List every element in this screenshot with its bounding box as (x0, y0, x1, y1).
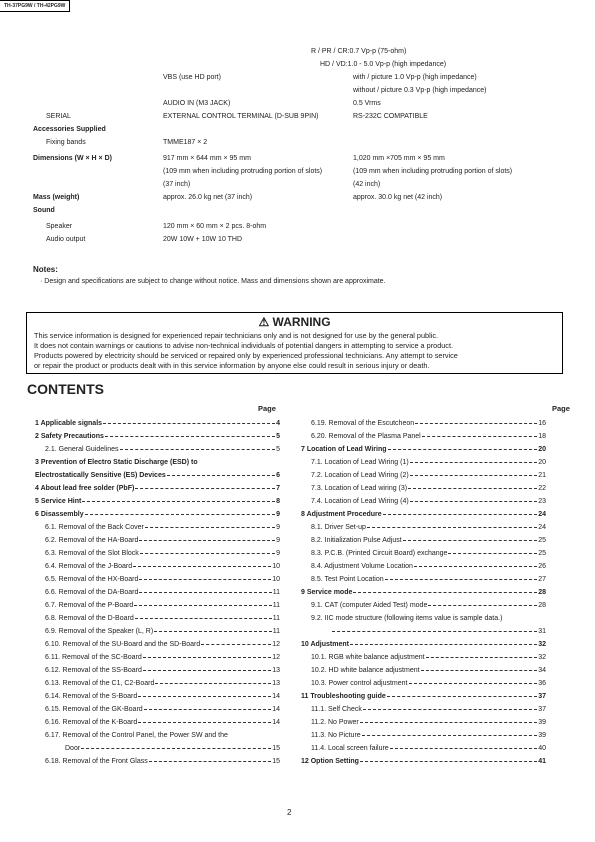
warning-line: This service information is designed for experienced repair technicians only and is not designed for use by the general public. (34, 331, 438, 340)
toc-item-page: 34 (538, 666, 546, 674)
toc-item[interactable] (301, 717, 546, 727)
toc-leader (388, 448, 538, 450)
toc-item-label: 6.2. Removal of the HA-Board (45, 536, 139, 544)
toc-item-page: 24 (538, 523, 546, 531)
toc-item[interactable] (35, 496, 280, 506)
toc-item[interactable] (35, 626, 280, 636)
toc-item[interactable] (301, 626, 546, 636)
toc-leader (133, 565, 271, 567)
spec-cell: without / picture 0.3 Vp-p (high impedance) (353, 87, 487, 94)
toc-leader (410, 500, 538, 502)
spec-cell: Fixing bands (46, 139, 86, 146)
toc-item[interactable] (301, 574, 546, 584)
toc-item[interactable] (301, 587, 546, 597)
toc-item-label: 6.9. Removal of the Speaker (L, R) (45, 627, 154, 635)
toc-item-label: 1 Applicable signals (35, 419, 103, 427)
toc-leader (408, 487, 537, 489)
toc-item-page: 6 (276, 471, 280, 479)
spec-cell: (109 mm when including protruding portion of slots) (353, 168, 513, 175)
toc-item-label: 8.3. P.C.B. (Printed Circuit Board) exchange (311, 549, 448, 557)
toc-item-page: 10 (272, 562, 280, 570)
toc-item-label: 6.16. Removal of the K-Board (45, 718, 138, 726)
toc-item[interactable] (35, 522, 280, 532)
toc-leader (167, 474, 275, 476)
spec-cell: EXTERNAL CONTROL TERMINAL (D-SUB 9PIN) (163, 113, 319, 120)
toc-item[interactable] (35, 457, 280, 467)
toc-leader (120, 448, 276, 450)
toc-leader (149, 760, 271, 762)
notes-title: Notes: (33, 265, 58, 274)
toc-item-label: 6.3. Removal of the Slot Block (45, 549, 139, 557)
toc-item[interactable] (301, 535, 546, 545)
spec-cell: Speaker (46, 223, 73, 230)
toc-leader (387, 695, 537, 697)
toc-item-label: 11.1. Self Check (311, 705, 362, 713)
toc-leader (81, 747, 271, 749)
toc-item[interactable] (301, 470, 546, 480)
toc-item[interactable] (301, 691, 546, 701)
toc-item-page: 11 (272, 627, 280, 635)
toc-item-label: 4 About lead free solder (PbF) (35, 484, 135, 492)
toc-item-page: 8 (276, 497, 280, 505)
toc-leader (138, 695, 271, 697)
toc-item-label: 8.1. Driver Set-up (311, 523, 366, 531)
toc-item[interactable] (301, 678, 546, 688)
toc-item-label: 6.17. Removal of the Control Panel, the Power SW and the (45, 731, 228, 739)
toc-item-label: 7 Location of Lead Wiring (301, 445, 387, 453)
toc-item-label: 10.1. RGB white balance adjustment (311, 653, 425, 661)
toc-item-label: 6.20. Removal of the Plasma Panel (311, 432, 421, 440)
toc-item-page: 28 (538, 588, 546, 596)
toc-item-page: 41 (538, 757, 546, 765)
spec-cell: SERIAL (46, 113, 71, 120)
toc-item-label: 8.4. Adjustment Volume Location (311, 562, 413, 570)
toc-item-page: 14 (272, 705, 280, 713)
model-header: TH-37PG9W / TH-42PG9W (0, 0, 70, 12)
toc-leader (145, 526, 275, 528)
toc-item[interactable] (35, 678, 280, 688)
spec-cell: approx. 26.0 kg net (37 inch) (163, 194, 253, 201)
toc-item[interactable] (301, 756, 546, 766)
toc-item-label: 12 Option Setting (301, 757, 359, 765)
toc-item-label: 7.1. Location of Lead Wiring (1) (311, 458, 409, 466)
toc-item-label: 6.7. Removal of the P-Board (45, 601, 134, 609)
toc-item-label: 6.6. Removal of the DA-Board (45, 588, 139, 596)
toc-item-label: 9 Service mode (301, 588, 353, 596)
spec-cell: 20W 10W + 10W 10 THD (163, 236, 243, 243)
toc-item[interactable] (301, 444, 546, 454)
toc-item-page: 40 (538, 744, 546, 752)
toc-item-page: 15 (272, 744, 280, 752)
toc-item-label: 11.3. No Picture (311, 731, 361, 739)
toc-item[interactable] (301, 665, 546, 675)
toc-item-page: 25 (538, 549, 546, 557)
toc-item[interactable] (35, 652, 280, 662)
warning-title: ⚠ WARNING (258, 315, 331, 329)
toc-item-page: 11 (272, 614, 280, 622)
toc-item-page: 27 (538, 575, 546, 583)
toc-leader (332, 630, 537, 632)
toc-item[interactable] (301, 639, 546, 649)
toc-item-page: 32 (538, 653, 546, 661)
toc-item-page: 20 (538, 458, 546, 466)
toc-item-label: 11.4. Local screen failure (311, 744, 389, 752)
toc-item-label: 9.1. CAT (computer Aided Test) mode (311, 601, 428, 609)
toc-item-page: 28 (538, 601, 546, 609)
toc-item[interactable] (301, 730, 546, 740)
spec-cell: VBS (use HD port) (163, 74, 221, 81)
toc-item-page: 37 (538, 705, 546, 713)
toc-item-page: 12 (272, 653, 280, 661)
toc-item-page: 5 (276, 445, 280, 453)
toc-item-page: 39 (538, 718, 546, 726)
toc-item-label: 6.1. Removal of the Back Cover (45, 523, 144, 531)
spec-cell: 1,020 mm ×705 mm × 95 mm (353, 155, 445, 162)
toc-item[interactable] (35, 600, 280, 610)
spec-cell: (42 inch) (353, 181, 381, 188)
toc-leader (82, 500, 275, 502)
toc-item[interactable] (35, 639, 280, 649)
toc-item[interactable] (35, 613, 280, 623)
toc-item-label: 6.14. Removal of the S-Board (45, 692, 138, 700)
spec-cell: R / PR / CR:0.7 Vp-p (75-ohm) (311, 48, 407, 55)
toc-item[interactable] (35, 730, 280, 740)
toc-item-label: 6.10. Removal of the SU-Board and the SD-Board (45, 640, 201, 648)
toc-item-page: 14 (272, 718, 280, 726)
toc-leader (103, 422, 275, 424)
warning-text (34, 331, 558, 371)
toc-leader (135, 617, 272, 619)
toc-leader (403, 539, 538, 541)
toc-leader (138, 721, 271, 723)
spec-cell: Accessories Supplied (33, 126, 106, 133)
toc-leader (421, 669, 538, 671)
toc-item-label: 3 Prevention of Electro Static Discharge (ESD) to (35, 458, 198, 466)
toc-item-page: 39 (538, 731, 546, 739)
toc-item[interactable] (35, 535, 280, 545)
toc-item-page: 18 (538, 432, 546, 440)
toc-item-page: 15 (272, 757, 280, 765)
toc-item-label: 9.2. IIC mode structure (following items value is sample data.) (311, 614, 503, 622)
toc-item-label: 11 Troubleshooting guide (301, 692, 386, 700)
warning-line: Products powered by electricity should be serviced or repaired only by experienced professional technicians. Any attempt to service (34, 351, 458, 360)
toc-item-label: 2 Safety Precautions (35, 432, 104, 440)
toc-item[interactable] (35, 691, 280, 701)
toc-item-label: 6.4. Removal of the J-Board (45, 562, 133, 570)
toc-leader (362, 734, 538, 736)
toc-item[interactable] (35, 483, 280, 493)
toc-item-page: 9 (276, 549, 280, 557)
page-number: 2 (287, 808, 292, 817)
toc-item-page: 22 (538, 484, 546, 492)
toc-leader (85, 513, 275, 515)
toc-item-page: 31 (538, 627, 546, 635)
toc-leader (385, 578, 538, 580)
toc-item-page: 14 (272, 692, 280, 700)
toc-leader (135, 487, 275, 489)
toc-item-label: 6.5. Removal of the HX-Board (45, 575, 139, 583)
toc-item-page: 7 (276, 484, 280, 492)
toc-leader (414, 565, 537, 567)
toc-item[interactable] (301, 600, 546, 610)
toc-leader (363, 708, 537, 710)
toc-leader (143, 669, 271, 671)
toc-item-page: 13 (272, 679, 280, 687)
toc-item-page: 20 (538, 445, 546, 453)
spec-cell: Audio output (46, 236, 86, 243)
toc-leader (360, 721, 537, 723)
warning-line: or repair the product or products dealt with in this service information by anyone else could result in serious injury or death. (34, 361, 430, 370)
toc-item[interactable] (301, 522, 546, 532)
page-column-label-left: Page (258, 404, 276, 413)
toc-item-page: 25 (538, 536, 546, 544)
toc-item-page: 11 (272, 588, 280, 596)
toc-item[interactable] (35, 587, 280, 597)
toc-item-label: 6.18. Removal of the Front Glass (45, 757, 148, 765)
spec-cell: approx. 30.0 kg net (42 inch) (353, 194, 443, 201)
toc-item-label: 10.3. Power control adjustment (311, 679, 408, 687)
toc-item-page: 21 (538, 471, 546, 479)
toc-item-label: 8.5. Test Point Location (311, 575, 384, 583)
toc-item-label: 10.2. HD white balance adjustment (311, 666, 420, 674)
toc-item-page: 11 (272, 601, 280, 609)
toc-item-label: 7.2. Location of Lead Wiring (2) (311, 471, 409, 479)
spec-cell: 0.5 Vrms (353, 100, 381, 107)
toc-leader (390, 747, 538, 749)
toc-item[interactable] (35, 743, 280, 753)
toc-item-page: 16 (538, 419, 546, 427)
toc-leader (139, 539, 275, 541)
toc-leader (383, 513, 538, 515)
toc-item[interactable] (35, 704, 280, 714)
toc-item-page: 12 (272, 640, 280, 648)
toc-item-label: 11.2. No Power (311, 718, 359, 726)
toc-item-label: 5 Service Hint (35, 497, 82, 505)
spec-cell: 120 mm × 60 mm × 2 pcs. 8-ohm (163, 223, 267, 230)
toc-item-page: 37 (538, 692, 546, 700)
toc-leader (201, 643, 271, 645)
toc-item-label: 6.19. Removal of the Escutcheon (311, 419, 415, 427)
toc-item-label: Door (65, 744, 81, 752)
toc-leader (155, 682, 271, 684)
spec-cell: AUDIO IN (M3 JACK) (163, 100, 231, 107)
toc-leader (409, 682, 538, 684)
toc-item[interactable] (35, 470, 280, 480)
spec-cell: (37 inch) (163, 181, 191, 188)
toc-item-label: 2.1. General Guidelines (45, 445, 119, 453)
contents-heading: CONTENTS (27, 381, 104, 397)
toc-item-page: 36 (538, 679, 546, 687)
spec-cell: TMME187 × 2 (163, 139, 208, 146)
toc-leader (139, 591, 271, 593)
spec-cell: with / picture 1.0 Vp-p (high impedance) (353, 74, 477, 81)
toc-leader (360, 760, 537, 762)
spec-cell: RS-232C COMPATIBLE (353, 113, 428, 120)
warning-box (26, 312, 563, 374)
toc-item[interactable] (301, 652, 546, 662)
toc-leader (422, 435, 537, 437)
toc-item-label: 8 Adjustment Procedure (301, 510, 382, 518)
toc-leader (353, 591, 537, 593)
toc-leader (144, 708, 272, 710)
toc-item[interactable] (35, 717, 280, 727)
toc-leader (410, 474, 538, 476)
toc-item-page: 9 (276, 523, 280, 531)
toc-item-label: 7.4. Location of Lead Wiring (4) (311, 497, 409, 505)
toc-leader (139, 578, 271, 580)
toc-leader (448, 552, 537, 554)
toc-item[interactable] (301, 496, 546, 506)
toc-leader (415, 422, 537, 424)
toc-item-label: 10 Adjustment (301, 640, 349, 648)
toc-item-page: 4 (276, 419, 280, 427)
toc-item[interactable] (35, 561, 280, 571)
spec-cell: HD / VD:1.0 - 5.0 Vp-p (high impedance) (320, 61, 447, 68)
toc-item-label: 6.8. Removal of the D-Board (45, 614, 134, 622)
toc-leader (428, 604, 537, 606)
spec-cell: (109 mm when including protruding portion of slots) (163, 168, 323, 175)
toc-item-label: 6.13. Removal of the C1, C2-Board (45, 679, 155, 687)
toc-item-label: 6.12. Removal of the SS-Board (45, 666, 142, 674)
toc-item[interactable] (301, 483, 546, 493)
toc-item-label: Electrostatically Sensitive (ES) Devices (35, 471, 166, 479)
toc-item-page: 13 (272, 666, 280, 674)
toc-item[interactable] (301, 704, 546, 714)
toc-leader (134, 604, 271, 606)
toc-item[interactable] (301, 743, 546, 753)
toc-item[interactable] (301, 548, 546, 558)
toc-item-page: 26 (538, 562, 546, 570)
spec-cell: Sound (33, 207, 55, 214)
page-column-label-right: Page (552, 404, 570, 413)
toc-item-label: 6.15. Removal of the GK-Board (45, 705, 143, 713)
toc-leader (350, 643, 537, 645)
toc-item[interactable] (301, 613, 546, 623)
toc-item[interactable] (35, 756, 280, 766)
toc-item-page: 9 (276, 510, 280, 518)
notes-text: · Design and specifications are subject to change without notice. Mass and dimensions shown are approximate. (40, 278, 386, 285)
toc-item-label: 8.2. Initialization Pulse Adjust (311, 536, 402, 544)
toc-item[interactable] (35, 574, 280, 584)
toc-leader (143, 656, 271, 658)
toc-item[interactable] (35, 509, 280, 519)
toc-item[interactable] (301, 431, 546, 441)
toc-item-page: 5 (276, 432, 280, 440)
toc-item-page: 24 (538, 510, 546, 518)
spec-cell: Mass (weight) (33, 194, 80, 201)
toc-item-page: 9 (276, 536, 280, 544)
toc-item-label: 6 Disassembly (35, 510, 84, 518)
spec-cell: 917 mm × 644 mm × 95 mm (163, 155, 251, 162)
toc-leader (426, 656, 538, 658)
toc-item[interactable] (35, 548, 280, 558)
toc-item-page: 32 (538, 640, 546, 648)
toc-item[interactable] (35, 431, 280, 441)
toc-item-page: 10 (272, 575, 280, 583)
warning-line: It does not contain warnings or cautions to advise non-technical individuals of potential dangers in attempting to service a product. (34, 341, 454, 350)
toc-item-label: 6.11. Removal of the SC-Board (45, 653, 142, 661)
toc-item[interactable] (301, 457, 546, 467)
spec-cell: Dimensions (W × H × D) (33, 155, 112, 162)
toc-item[interactable] (35, 418, 280, 428)
toc-item[interactable] (301, 418, 546, 428)
toc-leader (154, 630, 272, 632)
toc-leader (140, 552, 275, 554)
toc-item[interactable] (301, 561, 546, 571)
toc-leader (410, 461, 538, 463)
toc-item[interactable] (35, 444, 280, 454)
toc-item-page: 23 (538, 497, 546, 505)
toc-leader (105, 435, 275, 437)
toc-item[interactable] (301, 509, 546, 519)
toc-item[interactable] (35, 665, 280, 675)
toc-item-label: 7.3. Location of Lead wiring (3) (311, 484, 408, 492)
toc-leader (367, 526, 537, 528)
